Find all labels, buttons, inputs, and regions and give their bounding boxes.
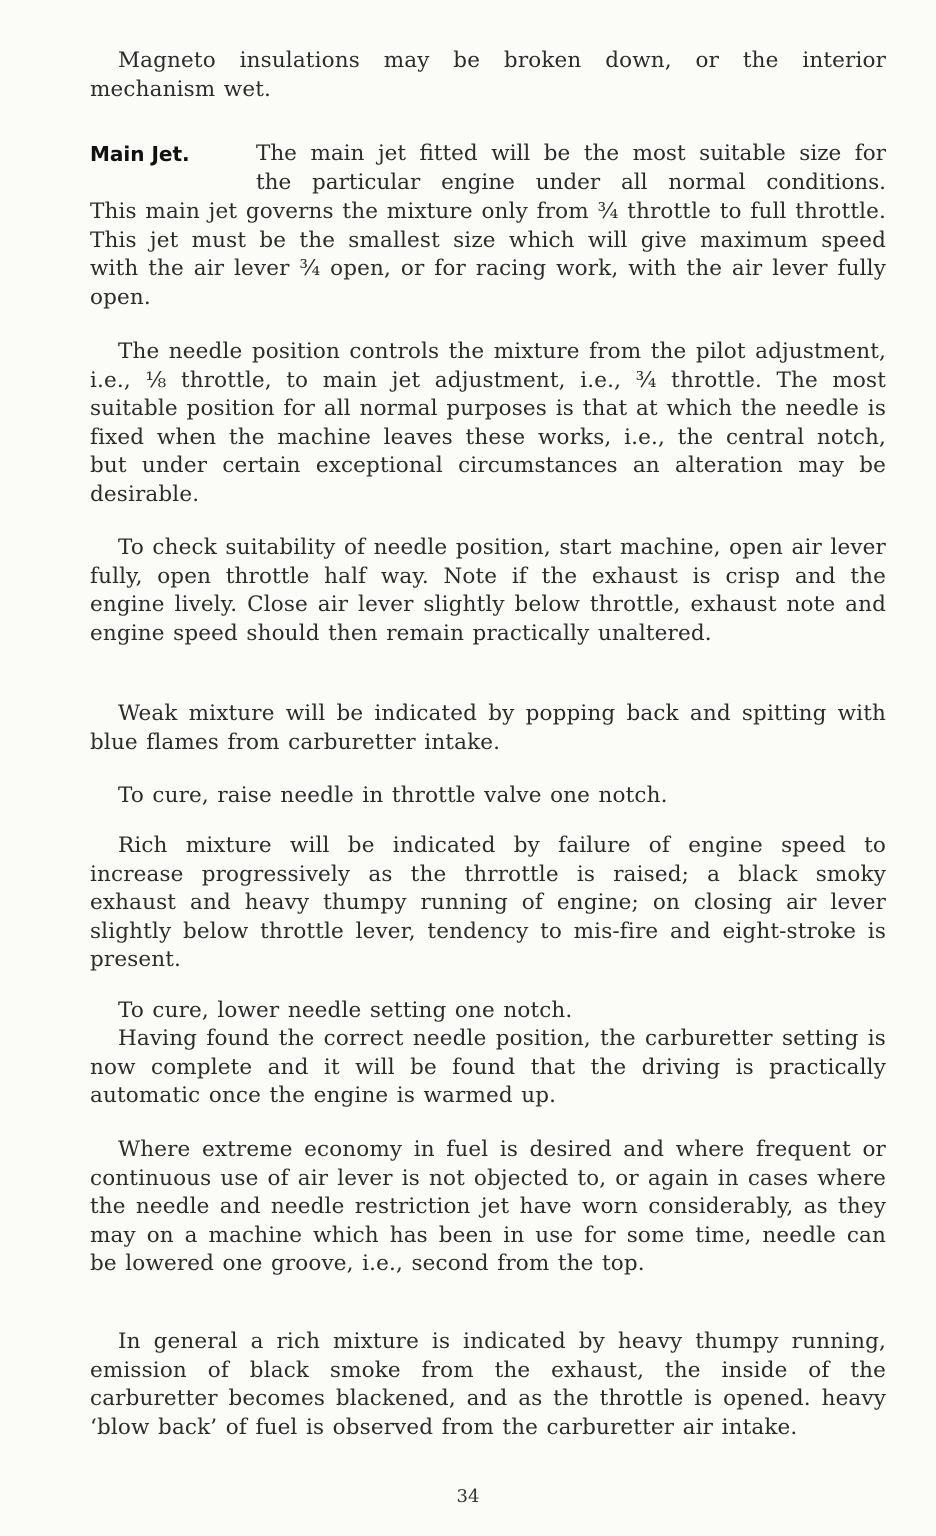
paragraph-needle-found: Having found the correct needle position, the carburetter setting is now complete and it will be found that the driving is practically automatic once the engine is warmed up.: [90, 1026, 886, 1108]
paragraph-cure-lower: To cure, lower needle setting one notch.: [118, 998, 573, 1023]
main-jet-intro: [256, 140, 886, 197]
paragraph-general-rich: In general a rich mixture is indicated by heavy thumpy running, emission of black smoke from the exhaust, the inside of the carburetter becomes blackened, and as the throttle is opened. heavy ‘blow back’ of fuel is observed from the carburetter air intake.: [90, 1329, 886, 1440]
paragraph-weak-mixture: Weak mixture will be indicated by popping back and spitting with blue flames from carburetter intake.: [90, 701, 886, 755]
paragraph-cure-raise: To cure, raise needle in throttle valve one notch.: [118, 783, 668, 808]
paragraph-magneto: Magneto insulations may be broken down, or the interior mechanism wet.: [90, 48, 886, 102]
paragraph-rich-mixture: Rich mixture will be indicated by failure of engine speed to increase progressively as the thrrottle is raised; a black smoky exhaust and heavy thumpy running of engine; on closing air lever slightly below throttle lever, tendency to mis-fire and eight-stroke is present.: [90, 833, 886, 972]
main-jet-line-2: the particular engine under all normal conditions.: [256, 169, 886, 195]
paragraph-main-jet-body: This main jet governs the mixture only from ¾ throttle to full throttle. This jet must be the smallest size which will give maximum speed with the air lever ¾ open, or for racing work, with the air lever fully open.: [90, 199, 886, 310]
main-jet-heading: Main Jet.: [90, 142, 190, 166]
paragraph-economy: Where extreme economy in fuel is desired and where frequent or continuous use of air lever is not objected to, or again in cases where the needle and needle restriction jet have worn considerably, as they may on a machine which has been in use for some time, needle can be lowered one groove, i.e., second from the top.: [90, 1137, 886, 1276]
main-jet-line-1: The main jet fitted will be the most suitable size for: [256, 141, 886, 166]
paragraph-needle-position: The needle position controls the mixture from the pilot adjustment, i.e., ⅛ throttle, to main jet adjustment, i.e., ¾ throttle. The most suitable position for all normal purposes is that at which the needle is fixed when the machine leaves these works, i.e., the central notch, but under certain exceptional circumstances an alteration may be desirable.: [90, 339, 886, 507]
paragraph-check-suitability: To check suitability of needle position, start machine, open air lever fully, open throttle half way. Note if the exhaust is crisp and the engine lively. Close air lever slightly below throttle, exhaust note and engine speed should then remain practically unaltered.: [90, 535, 886, 646]
page-number: 34: [456, 1486, 480, 1507]
